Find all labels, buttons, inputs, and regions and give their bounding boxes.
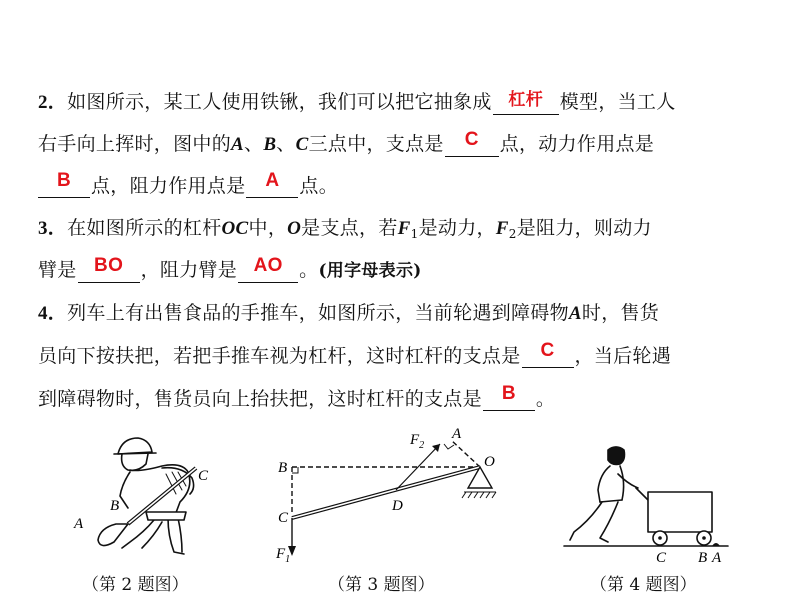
q2-sep: 、 [244, 133, 264, 155]
fig3-label-b: B [278, 460, 288, 476]
q2-sep: 、 [276, 133, 296, 155]
q4-text: 到障碍物时，售货员向上抬扶把，这时杠杆的支点是 [38, 388, 482, 410]
q3-label-f2: F [495, 218, 509, 239]
q3-text: 是支点，若 [301, 217, 398, 239]
q3-sub-1: 1 [410, 227, 419, 241]
fig3-label-o: O [484, 454, 495, 470]
fig2-label-a: A [74, 516, 84, 532]
figure-3-lever [268, 422, 508, 570]
vendor-head [608, 447, 625, 465]
q4-text: 员向下按扶把，若把手推车视为杠杆，这时杠杆的支点是 [38, 345, 521, 367]
q4-blank-1 [522, 340, 574, 368]
fig3-label-d: D [392, 498, 403, 514]
q3-text: ，阻力臂是 [140, 259, 238, 281]
q2-label-c: C [295, 134, 309, 155]
q2-line-1 [38, 90, 676, 115]
cart-box [648, 492, 712, 532]
q3-text: 臂是 [38, 259, 77, 281]
q2-text: 三点中，支点是 [308, 133, 444, 155]
q4-label-a: A [568, 303, 582, 324]
q2-text: 右手向上挥时，图中的 [38, 133, 232, 155]
q3-answer-1: BO [94, 255, 124, 276]
q3-text: 。 [299, 259, 319, 281]
obstacle-a [712, 543, 720, 546]
q2-line-3 [38, 170, 339, 198]
q4-text: 。 [535, 388, 556, 410]
fig4-label-b: B [698, 550, 708, 566]
fig3-label-c: C [278, 510, 289, 526]
fig3-label-a: A [452, 426, 462, 442]
q2-answer-2: C [464, 129, 479, 150]
helmet-shape [118, 438, 152, 454]
q3-line-1 [38, 216, 652, 246]
q3-sub-2: 2 [508, 227, 517, 241]
q3-text: 中， [248, 217, 288, 239]
q4-line-1 [38, 301, 659, 326]
caption-fig2: （第 2 题图） [82, 575, 189, 595]
q3-label-f1: F [397, 218, 411, 239]
q3-label-o: O [287, 218, 302, 239]
q4-line-3 [38, 383, 556, 411]
lever-arm-ao [451, 440, 480, 467]
q4-answer-1: C [540, 340, 555, 361]
q4-line-2 [38, 340, 672, 368]
q3-text: 是阻力，则动力 [516, 217, 652, 239]
caption-fig4: （第 4 题图） [590, 575, 697, 595]
q3-line-2 [38, 255, 422, 283]
q4-answer-2: B [501, 383, 516, 404]
caption-fig3: （第 3 题图） [328, 575, 435, 595]
q2-line-2 [38, 129, 655, 157]
q2-blank-2 [445, 129, 499, 157]
q3-blank-2 [238, 255, 298, 283]
q2-answer-4: A [265, 170, 280, 191]
q4-number: 4． [38, 303, 68, 324]
q2-blank-3 [38, 170, 90, 198]
q2-label-a: A [231, 134, 244, 155]
figure-2-worker [70, 432, 230, 567]
q3-label-oc: OC [221, 218, 249, 239]
q2-label-b: B [263, 134, 277, 155]
q2-text: 点，动力作用点是 [499, 133, 655, 155]
fig3-label-f1: $F_1$ [276, 546, 291, 565]
q4-text: 列车上有出售食品的手推车，如图所示，当前轮遇到障碍物 [67, 302, 569, 324]
shovel-blade [98, 524, 128, 546]
q2-text: 点。 [299, 175, 339, 197]
fig4-label-c: C [656, 550, 667, 566]
q2-answer-3: B [56, 170, 72, 191]
fig2-label-b: B [110, 498, 120, 514]
q3-note: (用字母表示) [318, 261, 422, 281]
q4-text: 时，售货 [581, 302, 660, 324]
q2-text: 模型，当工人 [559, 91, 676, 113]
q3-text: 在如图所示的杠杆 [67, 217, 222, 239]
figure-4-cart [560, 442, 735, 567]
q3-answer-2: AO [253, 255, 283, 276]
fig2-label-c: C [198, 468, 209, 484]
q2-number: 2． [38, 92, 68, 113]
q3-number: 3． [38, 218, 68, 239]
q2-text: 如图所示，某工人使用铁锹，我们可以把它抽象成 [67, 91, 492, 113]
q3-blank-1 [78, 255, 140, 283]
q4-text: ，当后轮遇 [574, 345, 672, 367]
q2-blank-1 [493, 92, 559, 115]
fig4-label-a: A [712, 550, 722, 566]
q4-blank-2 [483, 383, 535, 411]
q2-text: 点，阻力作用点是 [91, 175, 246, 197]
q2-answer-1: 杠杆 [508, 90, 544, 110]
q2-blank-4 [246, 170, 298, 198]
fig3-label-f2: $F_2$ [410, 432, 425, 451]
q3-text: 是动力， [418, 217, 496, 239]
